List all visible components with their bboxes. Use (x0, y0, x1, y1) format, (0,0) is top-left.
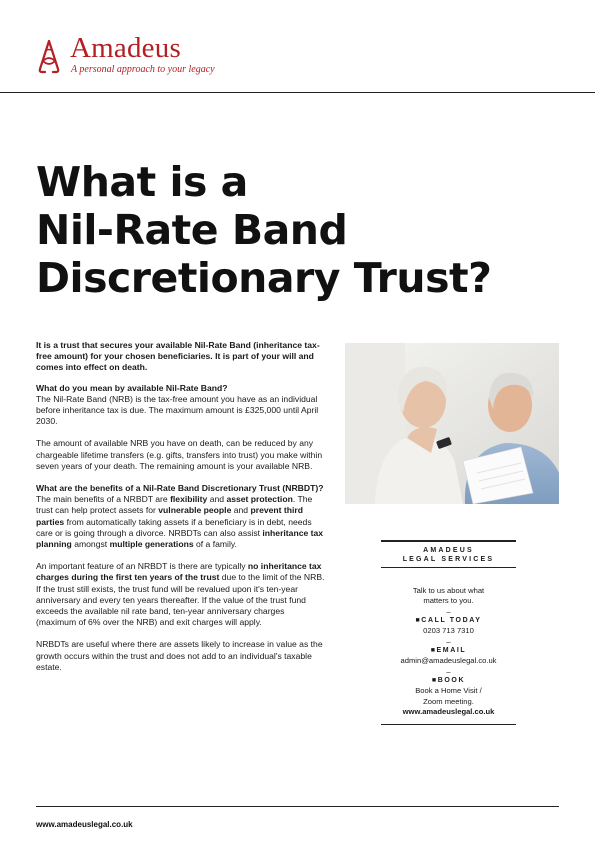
benefits-text: The main benefits of a NRBDT are (36, 494, 171, 505)
contact-brand-rule (381, 567, 516, 568)
contact-brand-line-1: AMADEUS (423, 546, 474, 554)
benefits-text: and (207, 494, 227, 505)
book-text: Book a Home Visit / (415, 686, 482, 695)
benefits-emphasis: flexibility (170, 494, 208, 505)
contact-separator: – (446, 666, 451, 676)
title-line-3: Discretionary Trust? (36, 254, 492, 302)
benefits-emphasis: inheritance tax planning (36, 527, 324, 550)
book-label: ■BOOK (431, 676, 466, 684)
benefits-text: of a family. (193, 539, 237, 550)
feature-text: due to the limit of the NRB. If the trust still exists, the trust fund will be revalued upon it's ten-year anniversary and every ten years thereafter. If the value of the trust fund exceeds the available nil rate band, ten-year anniversary charges (maximum of 6% over the NRB) and exit charges will apply. (36, 572, 325, 628)
section-feature (36, 561, 326, 628)
section-nrb-text-2: The amount of available NRB you have on death, can be reduced by any chargeable lifetime transfers (e.g. gifts, transfers into trust) you make within seven years of your death. The remaining amount is your available NRB. (36, 438, 323, 471)
benefits-emphasis: multiple generations (109, 539, 194, 550)
benefits-emphasis: vulnerable people (158, 505, 232, 516)
call-label: ■CALL TODAY (415, 616, 482, 624)
feature-emphasis: no inheritance tax charges during the first ten years of the trust (36, 561, 322, 583)
contact-separator: – (446, 606, 451, 616)
footer-website-link[interactable]: www.amadeuslegal.co.uk (36, 820, 133, 829)
brand-tagline: A personal approach to your legacy (71, 64, 215, 75)
title-line-2: Nil-Rate Band (36, 206, 348, 254)
contact-brand-line-2: LEGAL SERVICES (402, 555, 495, 563)
contact-box (381, 540, 516, 725)
book-text: Zoom meeting. (423, 696, 474, 706)
page-title (36, 158, 491, 302)
contact-separator: – (446, 636, 451, 646)
title-line-1: What is a (36, 158, 248, 206)
email-label: ■EMAIL (430, 646, 467, 654)
section-nrb-text: The Nil-Rate Band (NRB) is the tax-free amount you have as an individual before inheritance tax is due. The maximum amount is £325,000 until April 2030. (36, 393, 319, 427)
benefits-text: . The trust can help protect assets for (36, 494, 313, 516)
benefits-emphasis: asset protection (226, 494, 293, 505)
section-nrb (36, 383, 326, 428)
section-nrb-heading: What do you mean by available Nil-Rate Band? (36, 382, 228, 393)
contact-brand (381, 542, 516, 567)
contact-bottom-rule (381, 724, 516, 726)
section-usefulness: NRBDTs are useful where there are assets likely to increase in value as the growth occurs within the trust and does not add to an individual's taxable estate. (36, 639, 323, 672)
feature-text: An important feature of an NRBDT is there are typically (36, 561, 248, 572)
benefits-text: and (231, 505, 251, 516)
benefits-text: from automatically taking assets if a beneficiary is in debt, needs care or is going through a divorce. NRBDTs can also assist (36, 516, 312, 538)
knot-mark-icon (36, 39, 62, 75)
contact-intro: matters to you. (423, 596, 474, 605)
section-benefits (36, 483, 326, 550)
footer-divider (36, 806, 559, 807)
benefits-emphasis: prevent third parties (36, 505, 304, 527)
brand-name: Amadeus (70, 32, 181, 64)
benefits-text: amongst (71, 539, 110, 550)
body-column (36, 340, 326, 684)
intro-paragraph: It is a trust that secures your available Nil-Rate Band (inheritance tax-free amount) for your chosen beneficiaries. It is part of your will and comes into effect on death. (36, 340, 320, 373)
section-benefits-heading: What are the benefits of a Nil-Rate Band Discretionary Trust (NRBDT)? (36, 483, 324, 494)
email-link[interactable]: admin@amadeuslegal.co.uk (400, 656, 497, 665)
contact-website-link[interactable]: www.amadeuslegal.co.uk (402, 707, 495, 716)
couple-photo (345, 343, 559, 504)
header-divider (0, 92, 595, 93)
phone-link[interactable]: 0203 713 7310 (423, 626, 474, 635)
contact-intro: Talk to us about what (412, 585, 485, 595)
